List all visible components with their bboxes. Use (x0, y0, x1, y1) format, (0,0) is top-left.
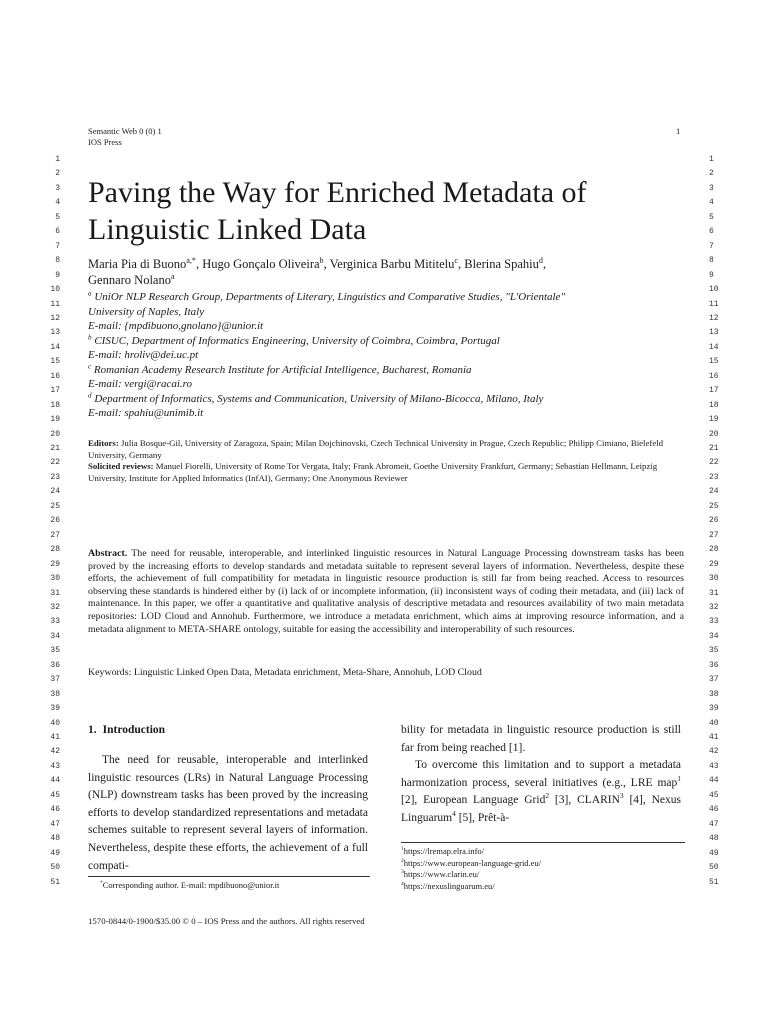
line-number: 9 (55, 271, 60, 280)
line-number: 7 (709, 242, 714, 251)
reviewers-line: Solicited reviews: Manuel Fiorelli, University of Rome Tor Vergata, Italy; Frank Abromeit, Goethe University Frankfurt, Germany; Sebastian Hellmann, Leipzig University, Institute for Applied Informatics (InfAI), Germany; One Anonymous Reviewer (88, 461, 658, 483)
abstract (88, 548, 684, 636)
line-number: 5 (709, 213, 714, 222)
abstract-label: Abstract. (88, 548, 128, 559)
footnote-rule (88, 876, 370, 877)
line-number: 31 (709, 589, 719, 598)
line-number: 12 (50, 314, 60, 323)
line-number: 32 (50, 603, 60, 612)
line-number: 19 (709, 415, 719, 424)
line-number: 50 (50, 863, 60, 872)
line-number: 25 (709, 502, 719, 511)
line-number: 37 (709, 675, 719, 684)
email: E-mail: {mpdibuono,gnolano}@unior.it (88, 320, 264, 332)
footnote: $^3$https://www.clarin.eu/ (401, 869, 480, 879)
line-number: 51 (50, 878, 60, 887)
line-number: 25 (50, 502, 60, 511)
footnote-link[interactable]: https://nexuslinguarum.eu/ (403, 880, 495, 891)
line-number: 45 (50, 791, 60, 800)
footnote: $^2$https://www.european-language-grid.eu/ (401, 857, 542, 868)
line-number: 42 (709, 747, 719, 756)
line-number: 50 (709, 863, 719, 872)
journal-line: Semantic Web 0 (0) 1 (88, 126, 162, 136)
line-number: 20 (709, 430, 719, 439)
line-number: 3 (709, 184, 714, 193)
line-number: 38 (50, 690, 60, 699)
line-number: 48 (709, 834, 719, 843)
author: Maria Pia di Buono$^{a,*}$, (88, 255, 203, 271)
line-number: 30 (709, 574, 719, 583)
body-paragraph: bility for metadata in linguistic resource production is still far from being reached [1]. (401, 724, 681, 754)
line-number: 23 (50, 473, 60, 482)
line-number: 44 (50, 776, 60, 785)
line-number: 45 (709, 791, 719, 800)
abstract-text: The need for reusable, interoperable, and interlinked linguistic resources in Natural Language Processing downstream tasks has been proved by the increasing efforts to develop standards and metadata suitable to represent several layers of information. Nevertheless, despite these efforts, the achievement of full compatibility for metadata in linguistic resource production is still far from being reached. Access to resources observing these standards is hindered either by (i) lack of or incomplete information, (ii) inconsistent ways of coding their metadata, and (iii) lack of maintenance. In this paper, we offer a quantitative and qualitative analysis of descriptive metadata and resources availability of two main metadata repositories: LOD Cloud and Annohub. Furthermore, we introduce a metadata enrichment, which aims at improving resource information, and a metadata alignment to META-SHARE ontology, suitable for easing the accessibility and interoperability of such resources. (88, 548, 684, 635)
line-number: 28 (50, 545, 60, 554)
line-number: 22 (709, 458, 719, 467)
line-number: 24 (50, 487, 60, 496)
line-number: 10 (50, 285, 60, 294)
footnotes (401, 846, 685, 892)
line-number: 21 (50, 444, 60, 453)
line-number: 14 (709, 343, 719, 352)
line-number: 35 (50, 646, 60, 655)
publisher-name: IOS Press (88, 137, 122, 147)
footnote-ref: 3 (619, 791, 624, 801)
email: E-mail: spahiu@unimib.it (88, 407, 204, 419)
affiliation: $^a$ UniOr NLP Research Group, Departments of Literary, Linguistics and Comparative Studies, "L'Orientale" University of Naples, Italy E-mail: {mpdibuono,gnolano}@unior.it (88, 290, 688, 334)
line-number: 16 (709, 372, 719, 381)
line-number: 7 (55, 242, 60, 251)
line-number: 18 (50, 401, 60, 410)
email: E-mail: vergi@racai.ro (88, 378, 193, 390)
line-number: 41 (709, 733, 719, 742)
footnote-ref: 4 (452, 809, 456, 819)
title-line: Paving the Way for Enriched Metadata of (88, 176, 587, 209)
author: Blerina Spahiu$^d$, (464, 255, 547, 271)
line-number: 33 (709, 617, 719, 626)
keywords-label: Keywords: (88, 667, 132, 678)
line-number: 14 (50, 343, 60, 352)
line-number: 11 (50, 300, 60, 309)
author: Hugo Gonçalo Oliveira$^b$, (202, 255, 330, 271)
line-number: 28 (709, 545, 719, 554)
line-number: 42 (50, 747, 60, 756)
editors-block (88, 438, 683, 484)
line-number: 21 (709, 444, 719, 453)
line-number: 49 (50, 849, 60, 858)
line-number: 51 (709, 878, 719, 887)
line-number: 36 (50, 661, 60, 670)
line-number: 16 (50, 372, 60, 381)
line-number: 38 (709, 690, 719, 699)
line-number: 37 (50, 675, 60, 684)
line-number: 6 (55, 227, 60, 236)
line-number: 10 (709, 285, 719, 294)
affiliations (88, 290, 688, 421)
author-list (88, 256, 648, 288)
line-number: 49 (709, 849, 719, 858)
affiliation: $^d$ Department of Informatics, Systems and Communication, University of Milano-Bicocca, Milano, Italy E-mail: spahiu@unimib.it (88, 392, 688, 421)
line-number: 30 (50, 574, 60, 583)
line-number: 26 (709, 516, 719, 525)
left-column (88, 752, 368, 875)
line-number: 29 (709, 560, 719, 569)
line-number: 36 (709, 661, 719, 670)
body-paragraph: To overcome this limitation and to support a metadata harmonization process, several initiatives (e.g., LRE map$^1$ [2], European Language Grid$^2$ [3], CLARIN$^3$ [4], Nexus Linguarum$^4$ [5], Prêt-à- (401, 759, 682, 824)
editors-line: Editors: Julia Bosque-Gil, University of Zaragoza, Spain; Milan Dojchinovski, Czech Technical University in Prague, Czech Republic; Philipp Cimiano, Bielefeld University, Germany (88, 438, 664, 460)
footnote-link[interactable]: https://www.european-language-grid.eu/ (403, 857, 542, 868)
section-heading: 1. Introduction (88, 724, 166, 736)
line-number: 22 (50, 458, 60, 467)
footnote: $^4$https://nexuslinguarum.eu/ (401, 880, 495, 891)
line-number: 32 (709, 603, 719, 612)
line-number: 15 (50, 357, 60, 366)
line-number: 48 (50, 834, 60, 843)
line-number: 8 (55, 256, 60, 265)
keywords-text: Linguistic Linked Open Data, Metadata enrichment, Meta-Share, Annohub, LOD Cloud (133, 667, 482, 678)
line-number: 31 (50, 589, 60, 598)
email: E-mail: hroliv@dei.uc.pt (88, 349, 199, 361)
line-number: 6 (709, 227, 714, 236)
line-number: 4 (55, 198, 60, 207)
line-number: 43 (50, 762, 60, 771)
affiliation: $^b$ CISUC, Department of Informatics Engineering, University of Coimbra, Coimbra, Portugal E-mail: hroliv@dei.uc.pt (88, 334, 688, 363)
line-number: 3 (55, 184, 60, 193)
line-number: 46 (709, 805, 719, 814)
line-number: 13 (709, 328, 719, 337)
line-number: 18 (709, 401, 719, 410)
line-number: 39 (709, 704, 719, 713)
line-number: 11 (709, 300, 719, 309)
line-number: 5 (55, 213, 60, 222)
body-paragraph: The need for reusable, interoperable and interlinked linguistic resources (LRs) in Natural Language Processing (NLP) downstream tasks has been proved by the increasing efforts to develop standardized representations and metadata schemes suitable to represent several layers of information. Nevertheless, despite these efforts, the achievement of a full compati- (88, 754, 368, 872)
line-number: 29 (50, 560, 60, 569)
affiliation: $^c$ Romanian Academy Research Institute for Artificial Intelligence, Bucharest, Romania E-mail: vergi@racai.ro (88, 363, 688, 392)
line-number: 15 (709, 357, 719, 366)
line-number: 1 (55, 155, 60, 164)
keywords (88, 666, 684, 679)
line-number: 2 (709, 169, 714, 178)
line-number: 19 (50, 415, 60, 424)
author: Gennaro Nolano$^a$ (88, 271, 175, 287)
footnote-link[interactable]: https://www.clarin.eu/ (403, 869, 480, 879)
paper-title (88, 174, 648, 248)
page-number: 1 (676, 126, 681, 136)
line-number: 4 (709, 198, 714, 207)
line-number: 8 (709, 256, 714, 265)
line-number: 40 (709, 719, 719, 728)
line-number: 39 (50, 704, 60, 713)
footnote-rule (401, 842, 685, 843)
footnote-ref: 1 (677, 773, 681, 783)
line-number: 27 (709, 531, 719, 540)
right-column (401, 722, 681, 828)
line-number: 13 (50, 328, 60, 337)
line-number: 34 (709, 632, 719, 641)
line-number: 23 (709, 473, 719, 482)
footnote-ref: 2 (545, 791, 550, 801)
line-number: 44 (709, 776, 719, 785)
author: Verginica Barbu Mititelu$^c$, (329, 255, 465, 271)
line-number: 9 (709, 271, 714, 280)
line-number: 41 (50, 733, 60, 742)
running-header (88, 126, 162, 148)
line-number: 47 (50, 820, 60, 829)
line-number: 47 (709, 820, 719, 829)
line-number: 46 (50, 805, 60, 814)
line-number: 1 (709, 155, 714, 164)
copyright-notice: 1570-0844/0-1900/$35.00 © 0 – IOS Press and the authors. All rights reserved (88, 916, 365, 926)
line-number: 26 (50, 516, 60, 525)
title-line: Linguistic Linked Data (88, 213, 367, 246)
line-number: 17 (50, 386, 60, 395)
line-number: 33 (50, 617, 60, 626)
line-number: 20 (50, 430, 60, 439)
line-number: 27 (50, 531, 60, 540)
line-number: 43 (709, 762, 719, 771)
line-number: 35 (709, 646, 719, 655)
line-number: 34 (50, 632, 60, 641)
line-number: 40 (50, 719, 60, 728)
footnote-link[interactable]: https://lremap.elra.info/ (403, 846, 485, 856)
footnote: $^1$https://lremap.elra.info/ (401, 846, 485, 856)
line-number: 17 (709, 386, 719, 395)
line-number: 24 (709, 487, 719, 496)
line-number: 12 (709, 314, 719, 323)
corresponding-author-note: *Corresponding author. E-mail: mpdibuono@unior.it (100, 880, 280, 890)
line-number: 2 (55, 169, 60, 178)
